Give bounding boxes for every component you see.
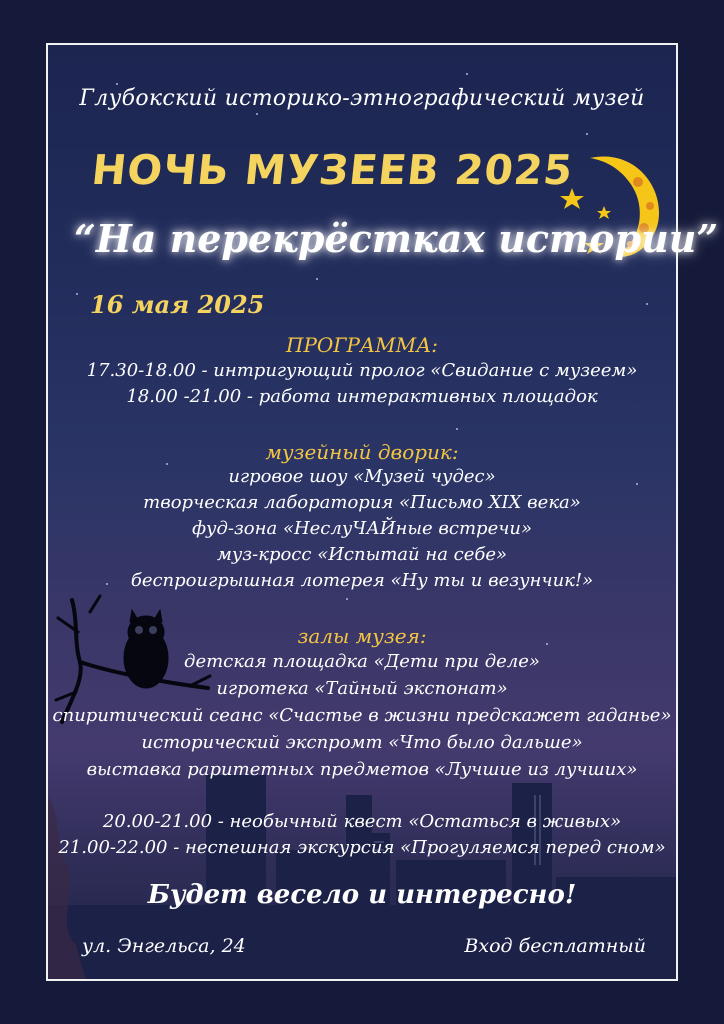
halls-item: выставка раритетных предметов «Лучшие из лучших»: [86, 759, 638, 780]
event-date: 16 мая 2025: [90, 290, 265, 319]
courtyard-item: беспроигрышная лотерея «Ну ты и везунчик!»: [130, 570, 594, 591]
halls-item: спиритический сеанс «Счастье в жизни предскажет гаданье»: [52, 705, 672, 726]
poster-title: НОЧЬ МУЗЕЕВ 2025: [89, 146, 576, 194]
halls-item: исторический экспромт «Что было дальше»: [141, 732, 583, 753]
courtyard-item: муз-кросс «Испытай на себе»: [216, 544, 508, 565]
program-item: 18.00 -21.00 - работа интерактивных площадок: [126, 386, 598, 407]
free-entry-note: Вход бесплатный: [464, 935, 646, 957]
address: ул. Энгельса, 24: [82, 935, 246, 957]
halls-item: игротека «Тайный экспонат»: [216, 678, 508, 699]
halls-heading: залы музея:: [297, 624, 427, 648]
courtyard-heading: музейный дворик:: [265, 440, 459, 464]
evening-item: 21.00-22.00 - неспешная экскурсия «Прогуляемся перед сном»: [58, 837, 666, 858]
courtyard-item: игровое шоу «Музей чудес»: [228, 466, 496, 487]
slogan: Будет весело и интересно!: [147, 880, 577, 910]
program-heading: ПРОГРАММА:: [286, 333, 438, 357]
program-item: 17.30-18.00 - интригующий пролог «Свидание с музеем»: [86, 360, 638, 381]
event-subtitle: “На перекрёстках истории”: [74, 216, 719, 261]
courtyard-item: фуд-зона «НеслуЧАЙные встречи»: [191, 518, 533, 539]
courtyard-item: творческая лаборатория «Письмо XIX века»: [143, 492, 581, 513]
evening-item: 20.00-21.00 - необычный квест «Остаться в живых»: [102, 811, 622, 832]
museum-name: Глубокский историко-этнографический музей: [79, 86, 645, 111]
halls-item: детская площадка «Дети при деле»: [184, 651, 540, 672]
